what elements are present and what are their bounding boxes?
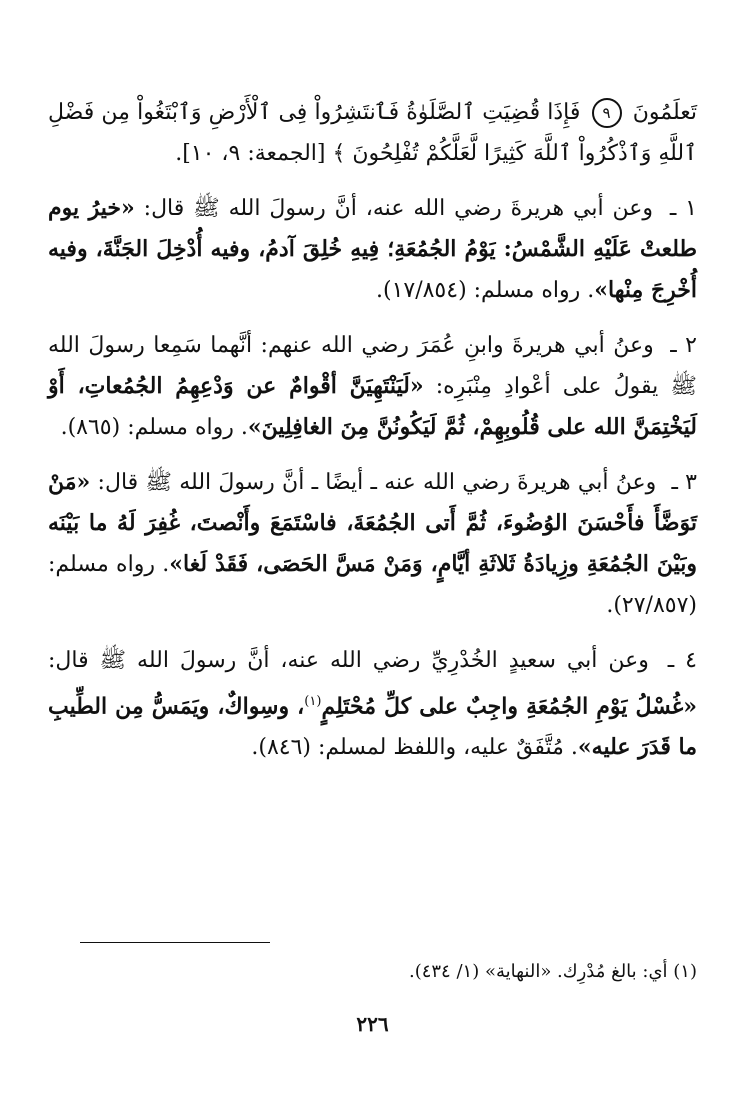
page-number: ٢٢٦ bbox=[356, 1012, 389, 1036]
verse-text-1b: فَإِذَا قُضِيَتِ ٱلصَّلَوٰةُ فَٱنتَشِرُواْ فِى ٱلْأَرْضِ وَٱبْتَغُواْ مِن فَضْلِ bbox=[48, 100, 581, 125]
hadith-text-continued: ، وسِواكٌ، ويَمَسُّ مِن الطِّيبِ ما قَدَرَ عليه» bbox=[48, 693, 697, 761]
hadith-number: ٤ ـ bbox=[667, 648, 697, 673]
footnote-reference[interactable]: (١) bbox=[304, 694, 322, 709]
hadith-text: «مَنْ تَوَضَّأَ فأَحْسَنَ الوُضُوءَ، ثُمَّ أَتى الجُمُعَةَ، فاسْتَمَعَ وأَنْصتَ، غُفِرَ لَهُ ما بَيْنَه وبَيْنَ الجُمُعَةِ وزِيادَةُ ثَلاثَةِ أيَّامٍ، وَمَنْ مَسَّ الحَصَى، فَقَدْ لَغا» bbox=[48, 469, 697, 577]
hadith-number: ١ ـ bbox=[669, 196, 697, 221]
verse-text-1a: تَعلَمُونَ bbox=[632, 100, 698, 125]
hadith-3 bbox=[48, 462, 697, 626]
hadith-number: ٢ ـ bbox=[670, 333, 697, 358]
footnote: (١) أي: بالغ مُدْرِك. «النهاية» (١/ ٤٣٤). bbox=[408, 961, 697, 982]
hadith-intro: وعن أبي هريرةَ رضي الله عنه، أنَّ رسولَ الله ﷺ قال: bbox=[143, 196, 653, 221]
hadith-number: ٣ ـ bbox=[671, 470, 697, 495]
hadith-text: «خيرُ يوم طلعتْ عَلَيْهِ الشَّمْسُ: يَوْمُ الجُمُعَةِ؛ فِيهِ خُلِقَ آدمُ، وفيه أُدْخِلَ الجَنَّةَ، وفيه أُخْرِجَ مِنْها» bbox=[48, 195, 697, 303]
hadith-source: . رواه مسلم: (١٧/٨٥٤). bbox=[375, 278, 595, 303]
verse-text-2: ٱللَّهِ وَٱذْكُرُواْ ٱللَّهَ كَثِيرًا لَّعَلَّكُمْ تُفْلِحُونَ bbox=[352, 141, 697, 166]
hadith-text: «غُسْلُ يَوْمِ الجُمُعَةِ واجِبٌ على كلِّ مُحْتَلِمٍ bbox=[321, 693, 698, 720]
hadith-4 bbox=[48, 640, 697, 768]
hadith-1 bbox=[48, 188, 697, 311]
hadith-text: «لَيَنْتَهِيَنَّ أقْوامٌ عن وَدْعِهِمُ الجُمُعاتِ، أَوْ لَيَخْتِمَنَّ الله على قُلُوبِهِمْ، ثُمَّ لَيَكُونُنَّ مِنَ الغافِلِينَ» bbox=[48, 373, 697, 440]
hadith-source: . رواه مسلم: (٨٦٥). bbox=[60, 415, 248, 440]
verse-reference: ﴾ [الجمعة: ٩، ١٠]. bbox=[175, 141, 346, 166]
footnote-divider bbox=[80, 942, 270, 943]
hadith-2 bbox=[48, 325, 697, 448]
quran-verse bbox=[48, 92, 697, 174]
hadith-intro: وعن أبي سعيدٍ الخُدْرِيِّ رضي الله عنه، أنَّ رسولَ الله ﷺ قال: bbox=[48, 648, 649, 673]
ayah-number-marker: ٩ bbox=[592, 98, 622, 128]
hadith-intro: وعنُ أبي هريرةَ وابنِ عُمَرَ رضي الله عنهم: أنَّهما سَمِعا رسولَ الله ﷺ يقولُ على أعْوادِ مِنْبَرِه: bbox=[48, 333, 697, 399]
hadith-source: . رواه مسلم: (٢٧/٨٥٧). bbox=[48, 552, 697, 618]
hadith-intro: وعنُ أبي هريرةَ رضي الله عنه ـ أيضًا ـ أنَّ رسولَ الله ﷺ قال: bbox=[97, 470, 657, 495]
hadith-source: . مُتَّفَقٌ عليه، واللفظ لمسلم: (٨٤٦). bbox=[251, 735, 578, 761]
